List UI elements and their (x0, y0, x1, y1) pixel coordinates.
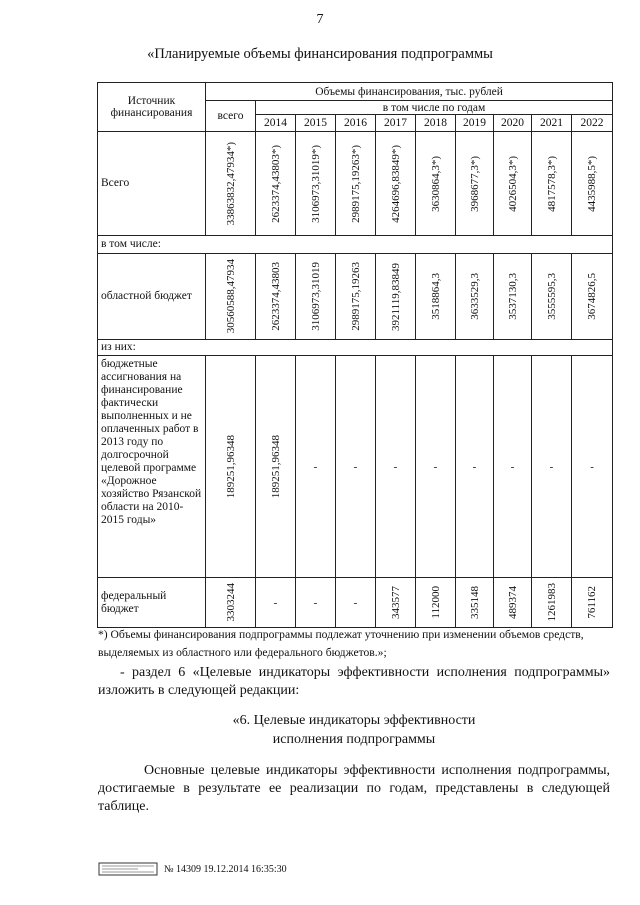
year-header: 2021 (532, 115, 572, 132)
year-value: - (549, 460, 554, 473)
section-label: из них: (98, 340, 613, 356)
year-header: 2019 (456, 115, 494, 132)
by-years-header: в том числе по годам (256, 101, 613, 115)
year-value: 3106973,31019*) (309, 144, 322, 223)
year-value: 343577 (389, 586, 402, 619)
year-value: 112000 (429, 586, 442, 619)
year-value: 189251,96348 (269, 434, 282, 499)
volumes-header: Объемы финансирования, тыс. рублей (206, 83, 613, 101)
year-value: 2623374,43803 (269, 262, 282, 331)
year-header: 2020 (494, 115, 532, 132)
year-value: 3106973,31019 (309, 262, 322, 331)
row-total-value: 189251,96348 (224, 434, 237, 499)
section-heading-line-2: исполнения подпрограммы (272, 732, 436, 747)
year-value: 761162 (586, 586, 599, 619)
year-value: - (590, 460, 594, 473)
document-footer (98, 862, 287, 876)
section-label: в том числе: (98, 236, 613, 254)
source-header: Источник финансирования (98, 83, 206, 132)
year-header: 2018 (416, 115, 456, 132)
section-paragraph: - раздел 6 «Целевые индикаторы эффективности исполнения подпрограммы» изложить в следующей редакции: (98, 665, 610, 698)
year-value: 3921119,83849 (389, 262, 402, 331)
footnote: *) Объемы финансирования подпрограммы подлежат уточнению при изменении объемов средств, выделяемых из областного или федерального бюджетов.»; (98, 628, 584, 659)
row-label: бюджетные ассигнования на финансирование фактически выполненных и не оплаченных работ в 2013 году по долгосрочной целевой программе «Дорожное хозяйство Рязанской области на 2010-2015 годы» (98, 356, 206, 578)
table-row-total (98, 132, 613, 236)
year-value: 3630864,3*) (429, 155, 442, 212)
year-value: 2989175,19263 (349, 262, 362, 331)
footer-registration: № 14309 19.12.2014 16:35:30 (164, 863, 287, 875)
row-label: Всего (98, 132, 206, 236)
total-header: всего (206, 101, 256, 132)
year-header: 2016 (336, 115, 376, 132)
page-number: 7 (316, 12, 324, 27)
year-value: 489374 (506, 586, 519, 619)
year-header: 2015 (296, 115, 336, 132)
table-title: «Планируемые объемы финансирования подпрограммы (147, 46, 493, 62)
row-total-value: 3303244 (224, 583, 237, 622)
year-value: - (393, 460, 398, 473)
table-row-federal (98, 578, 613, 628)
year-header: 2017 (376, 115, 416, 132)
year-value: 3633529,3 (468, 273, 481, 320)
year-value: - (353, 596, 358, 609)
year-value: 3968677,3*) (468, 155, 481, 212)
year-value: 4026504,3*) (506, 155, 519, 212)
year-value: 4264696,83849*) (389, 144, 402, 223)
year-value: 1261983 (545, 583, 558, 622)
year-value: - (433, 460, 438, 473)
year-value: 3674826,5 (586, 273, 599, 320)
year-value: - (313, 596, 318, 609)
year-value: - (510, 460, 515, 473)
year-value: - (472, 460, 477, 473)
body-paragraph: Основные целевые индикаторы эффективности исполнения подпрограммы, достигаемые в результате ее реализации по годам, представлены в следующей таблице. (98, 763, 610, 814)
row-total-value: 33863832,47934*) (224, 141, 237, 226)
year-value: 2989175,19263*) (349, 144, 362, 223)
row-label: федеральный бюджет (98, 578, 206, 628)
year-value: - (273, 596, 278, 609)
year-value: 4435988,5*) (586, 155, 599, 212)
year-value: 3555595,3 (545, 273, 558, 320)
table-row-regional (98, 254, 613, 340)
year-value: - (313, 460, 318, 473)
section-heading-line-1: «6. Целевые индикаторы эффективности (232, 713, 476, 728)
row-total-value: 30560588,47934 (224, 259, 237, 334)
year-header: 2014 (256, 115, 296, 132)
year-value: 4817578,3*) (545, 155, 558, 212)
year-value: - (353, 460, 358, 473)
financing-table (97, 82, 613, 628)
year-value: 3537130,3 (506, 273, 519, 320)
row-label: областной бюджет (98, 254, 206, 340)
year-value: 3518864,3 (429, 273, 442, 320)
year-value: 2623374,43803*) (269, 144, 282, 223)
year-header: 2022 (572, 115, 613, 132)
year-value: 335148 (468, 586, 481, 619)
registry-stamp-icon (98, 862, 158, 876)
table-row-appropriations (98, 356, 613, 578)
